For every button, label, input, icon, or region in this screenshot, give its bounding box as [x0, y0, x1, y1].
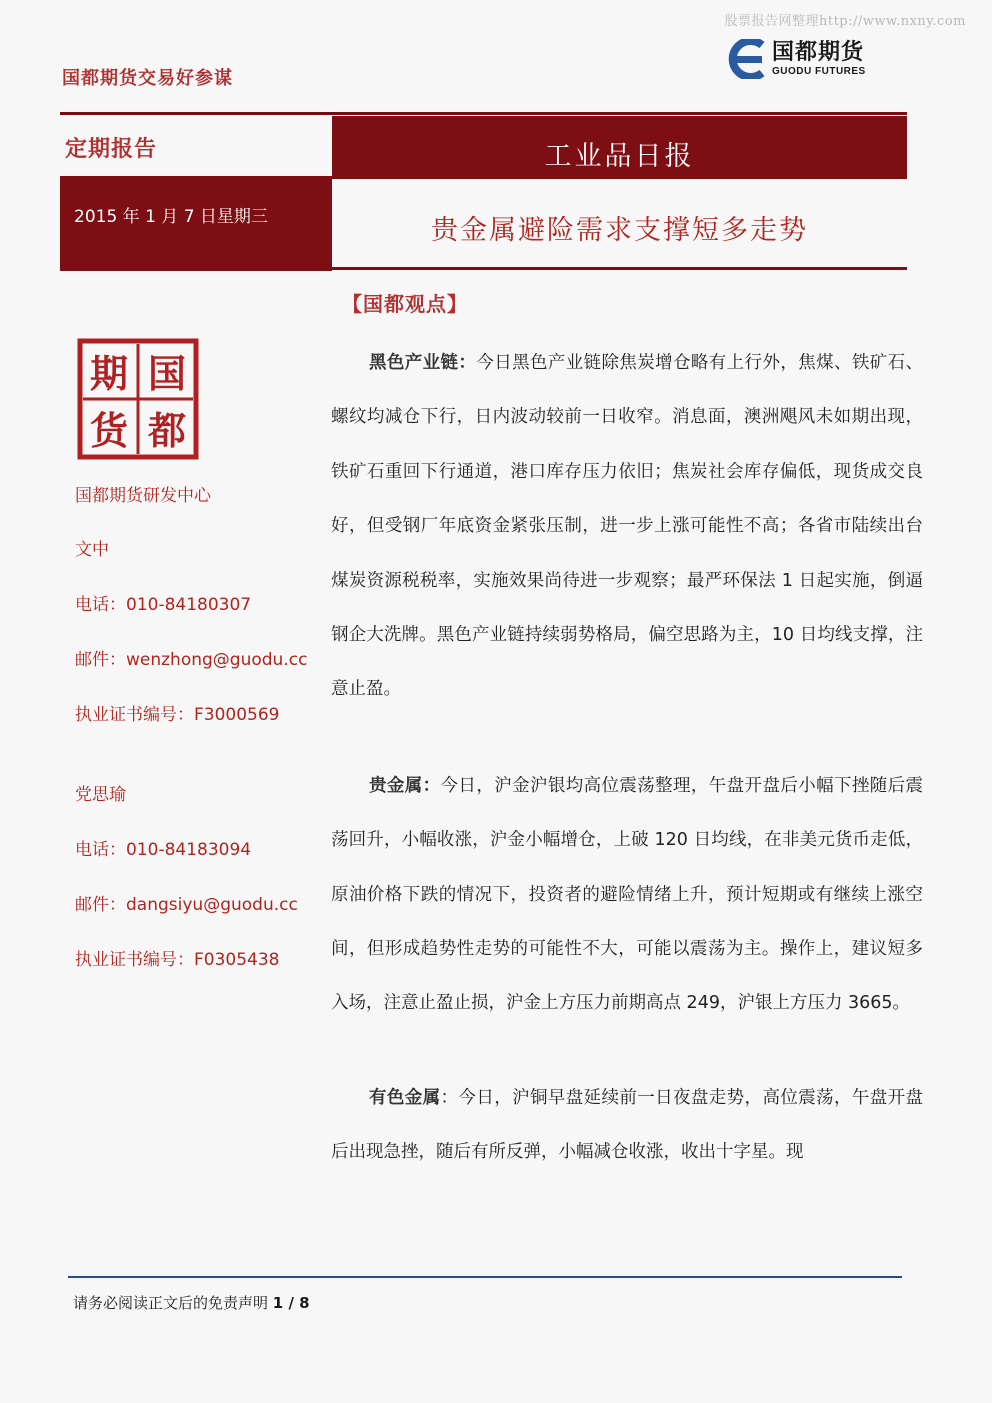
date-box [60, 176, 332, 271]
logo-text-cn: 国都期货 [772, 39, 865, 65]
paragraph-lead: 黑色产业链： [369, 353, 477, 373]
svg-text:期: 期 [89, 351, 129, 396]
report-date: 2015 年 1 月 7 日星期三 [74, 207, 268, 227]
title-bar [332, 116, 907, 179]
paragraph-text: 今日，沪金沪银均高位震荡整理，午盘开盘后小幅下挫随后震荡回升，小幅收涨，沪金小幅增仓，上破 120 日均线，在非美元货币走低，原油价格下跌的情况下，投资者的避险情绪上升，预计短期或有继续上涨空间，但形成趋势性走势的可能性不大，可能以震荡为主。操作上，建议短多入场，注意止盈止损，沪金上方压力前期高点 249，沪银上方压力 3665。 [331, 775, 924, 1014]
guodu-logo [722, 36, 890, 82]
footer [73, 1292, 310, 1313]
watermark: 股票报告网整理http://www.nxny.com [724, 14, 966, 29]
analyst-phone: 电话：010-84180307 [75, 595, 252, 615]
paragraph-text: ：今日，沪铜早盘延续前一日夜盘走势，高位震荡，午盘开盘后出现急挫，随后有所反弹，小幅减仓收涨，收出十字星。现 [331, 1087, 924, 1163]
footer-divider [68, 1276, 902, 1278]
analyst-email: 邮件：wenzhong@guodu.cc [75, 650, 308, 670]
analyst-cert: 执业证书编号：F3000569 [75, 705, 280, 725]
page-number: 1 / 8 [272, 1294, 310, 1312]
logo-icon [722, 39, 766, 79]
disclaimer-note: 请务必阅读正文后的免责声明 [73, 1294, 269, 1312]
svg-text:都: 都 [147, 408, 187, 453]
analyst-contacts [75, 478, 325, 972]
paragraph-lead: 有色金属 [369, 1087, 441, 1108]
analyst-cert: 执业证书编号：F0305438 [75, 950, 280, 970]
section-heading: 【国都观点】 [342, 292, 468, 316]
paragraph-lead: 贵金属： [369, 775, 441, 796]
analyst-phone: 电话：010-84183094 [75, 840, 252, 860]
report-subtitle: 贵金属避险需求支撑短多走势 [431, 215, 808, 246]
research-dept: 国都期货研发中心 [75, 486, 211, 506]
paragraph-text: 今日黑色产业链除焦炭增仓略有上行外，焦煤、铁矿石、螺纹均减仓下行，日内波动较前一日收窄。消息面，澳洲飓风未如期出现，铁矿石重回下行通道，港口库存压力依旧；焦炭社会库存偏低，现货成交良好，但受钢厂年底资金紧张压制，进一步上涨可能性不高；各省市陆续出台煤炭资源税税率，实施效果尚待进一步观察；最严环保法 1 日起实施，倒逼钢企大洗牌。黑色产业链持续弱势格局，偏空思路为主，10 日均线支撑，注意止盈。 [331, 353, 924, 700]
paragraph-nonferrous [331, 1071, 923, 1180]
analyst-name: 文中 [75, 540, 109, 560]
report-type: 定期报告 [65, 137, 158, 162]
header-bottom-divider [332, 267, 907, 270]
seal-stamp [77, 338, 199, 460]
top-divider [60, 112, 907, 115]
report-body [331, 336, 923, 1180]
report-title: 工业品日报 [544, 141, 695, 172]
paragraph-black-chain [331, 336, 923, 717]
paragraph-precious-metals [331, 759, 923, 1031]
analyst-email: 邮件：dangsiyu@guodu.cc [75, 895, 298, 915]
svg-text:国: 国 [147, 351, 187, 396]
tagline: 国都期货交易好参谋 [62, 68, 233, 89]
svg-text:货: 货 [89, 408, 129, 453]
analyst-name: 党思瑜 [75, 785, 126, 805]
logo-text-en: GUODU FUTURES [772, 65, 866, 77]
